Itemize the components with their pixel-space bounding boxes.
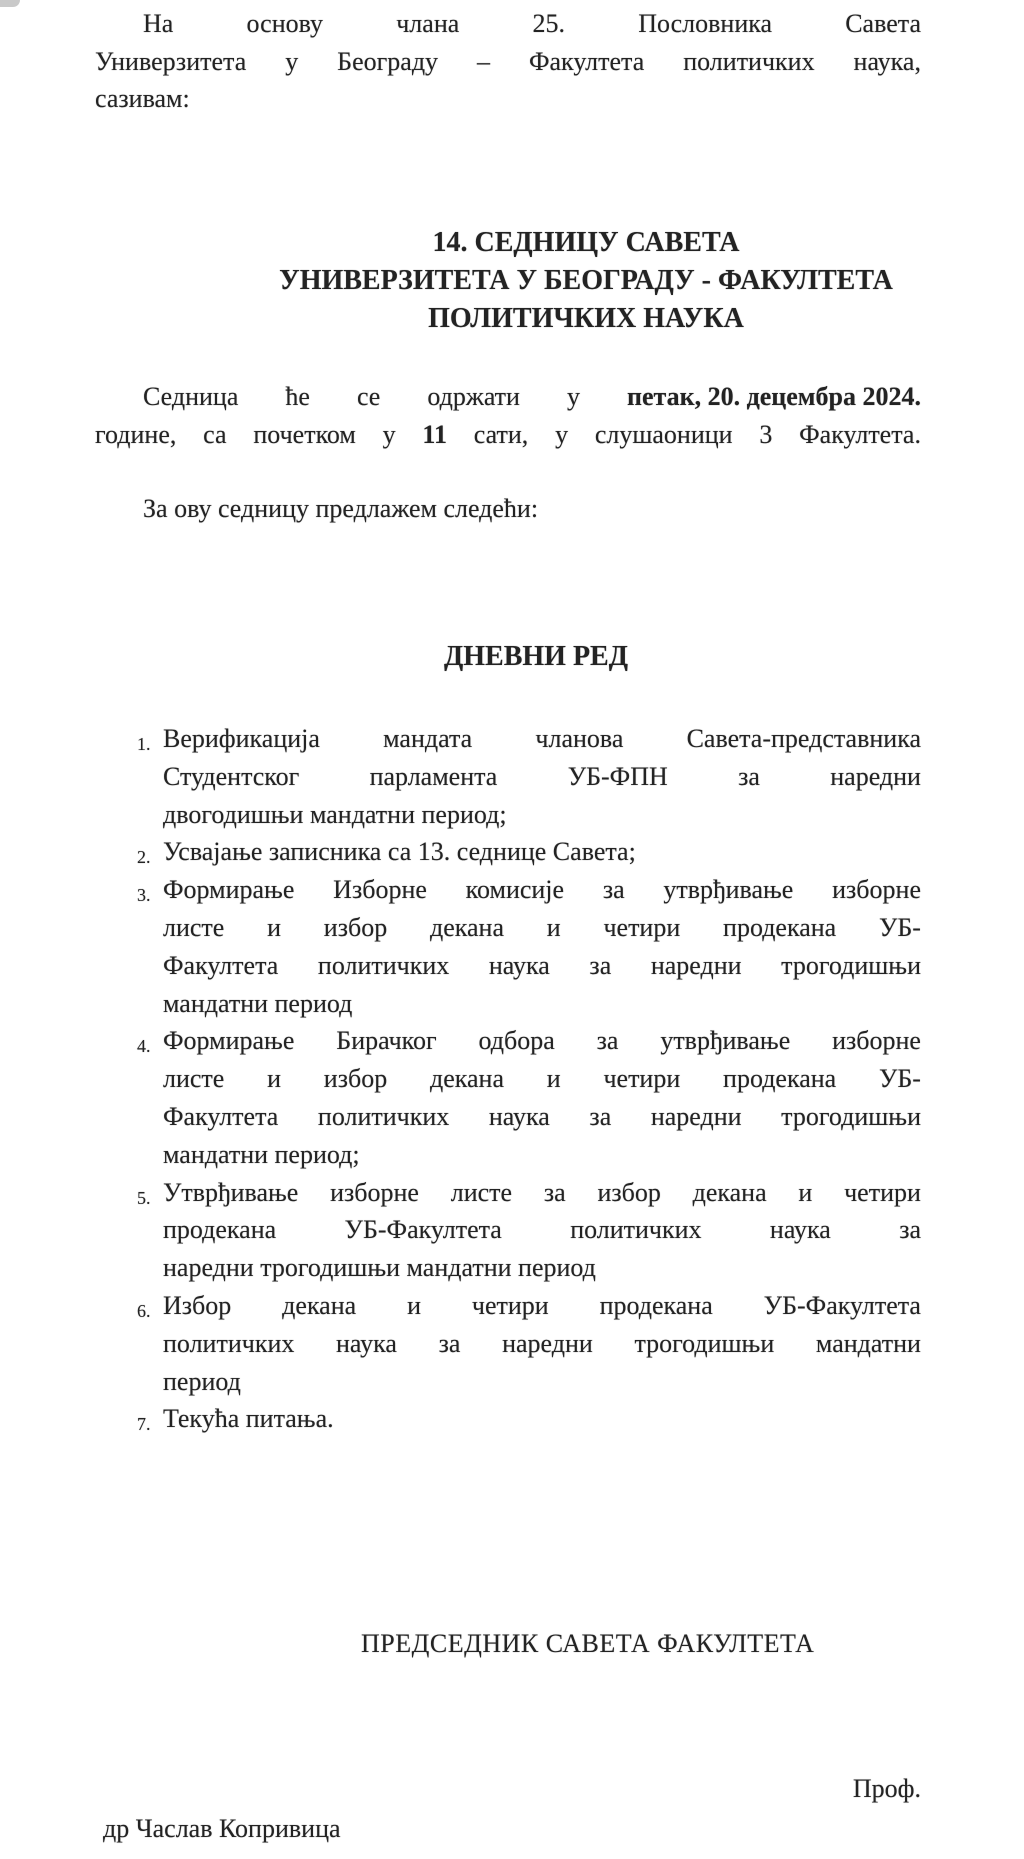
- word: избор: [597, 1177, 661, 1207]
- word: избор: [323, 912, 388, 942]
- word: политичких: [163, 1328, 295, 1358]
- word: за: [438, 1328, 461, 1358]
- item-number: 6.: [137, 1300, 151, 1321]
- intro-line-3: сазивам:: [95, 84, 190, 113]
- intro-paragraph: [95, 5, 921, 118]
- word: четири: [844, 1177, 921, 1207]
- word: политичких: [570, 1215, 702, 1245]
- word: Београду: [337, 46, 439, 76]
- word: за: [899, 1215, 921, 1245]
- item-line: [163, 1174, 921, 1212]
- word: –: [477, 46, 491, 76]
- word: декана: [429, 912, 504, 942]
- word: ће: [285, 382, 310, 411]
- item-number: 5.: [137, 1187, 151, 1208]
- word: Бирачког: [336, 1026, 437, 1056]
- session-line-2: [95, 416, 921, 454]
- word: одбора: [478, 1026, 555, 1056]
- item-number: 2.: [137, 847, 151, 868]
- proposal-line: За ову седницу предлажем следећи:: [143, 494, 539, 523]
- word: продекана: [599, 1290, 713, 1320]
- scan-artifact: [0, 0, 20, 7]
- agenda-item-7: [137, 1400, 921, 1438]
- word: четири: [471, 1290, 549, 1320]
- word: декана: [429, 1064, 504, 1094]
- word: за: [543, 1177, 566, 1207]
- agenda-heading: ДНЕВНИ РЕД: [444, 641, 628, 672]
- word: листе: [163, 912, 225, 942]
- agenda-item-4: [137, 1022, 921, 1173]
- word: избор: [323, 1064, 388, 1094]
- item-line: [163, 947, 921, 985]
- item-line: [163, 758, 921, 796]
- item-number: 3.: [137, 885, 151, 906]
- word: утврђивање: [663, 875, 794, 905]
- item-line: Усвајање записника са 13. седнице Савета;: [163, 837, 636, 867]
- item-line: двогодишњи мандатни период;: [163, 799, 507, 829]
- item-line: [163, 1325, 921, 1363]
- word: На: [143, 9, 174, 38]
- word: слушаоници: [594, 419, 733, 449]
- agenda-list: [95, 720, 921, 1438]
- signature-role: ПРЕДСЕДНИК САВЕТА ФАКУЛТЕТА: [361, 1629, 815, 1658]
- word: наредни: [502, 1328, 593, 1358]
- word: 11: [422, 419, 447, 449]
- word: мандатни: [815, 1328, 921, 1358]
- word: године,: [95, 419, 177, 449]
- word: и: [267, 1064, 282, 1094]
- word: политичких: [317, 1101, 450, 1131]
- word: Факултета: [163, 950, 279, 980]
- item-line: мандатни период: [163, 988, 353, 1018]
- word: Факултета: [163, 1101, 279, 1131]
- word: за: [596, 1026, 619, 1056]
- word: за: [602, 875, 625, 905]
- word: продекана: [723, 912, 837, 942]
- word: Верификација: [163, 724, 320, 753]
- title-line-2: УНИВЕРЗИТЕТА У БЕОГРАДУ - ФАКУЛТЕТА: [279, 265, 893, 296]
- word: у: [555, 419, 569, 449]
- word: Формирање: [163, 1026, 295, 1056]
- word: почетком: [253, 419, 356, 449]
- agenda-item-3: [137, 871, 921, 1022]
- word: 3: [759, 419, 773, 449]
- word: и: [407, 1290, 421, 1320]
- word: Изборне: [333, 875, 427, 905]
- word: листе: [163, 1064, 225, 1094]
- word: са: [203, 419, 227, 449]
- item-line: [163, 1287, 921, 1325]
- word: изборне: [330, 1177, 419, 1207]
- word: продекана: [163, 1215, 277, 1245]
- signature-name: др Часлав Копривица: [103, 1814, 341, 1843]
- item-line: [163, 720, 921, 758]
- item-line: [163, 909, 921, 947]
- item-line: [163, 1098, 921, 1136]
- word: одржати: [427, 382, 520, 411]
- word: наредни: [650, 1101, 742, 1131]
- signature-prof: Проф.: [852, 1774, 921, 1803]
- word: политичких: [317, 950, 450, 980]
- session-paragraph: [95, 378, 921, 453]
- word: декана: [282, 1290, 357, 1320]
- word: и: [546, 912, 561, 942]
- word: и: [546, 1064, 561, 1094]
- word: декана: [692, 1177, 767, 1207]
- title-line-3: ПОЛИТИЧКИХ НАУКА: [428, 303, 744, 334]
- intro-line-2: [95, 43, 921, 81]
- word: Универзитета: [95, 46, 247, 76]
- agenda-item-2: [137, 833, 921, 871]
- item-line: мандатни период;: [163, 1139, 360, 1169]
- word: наредни: [830, 761, 921, 791]
- word: се: [356, 382, 381, 411]
- word: петак, 20. децембра 2024.: [627, 382, 921, 411]
- word: за: [589, 950, 612, 980]
- word: Утврђивање: [163, 1177, 299, 1207]
- agenda-item-6: [137, 1287, 921, 1400]
- word: члана: [396, 9, 460, 38]
- agenda-item-1: [137, 720, 921, 833]
- item-line: [163, 1022, 921, 1060]
- word: за: [589, 1101, 612, 1131]
- word: и: [798, 1177, 813, 1207]
- document-title: [95, 224, 999, 338]
- word: УБ-: [878, 1064, 921, 1094]
- word: УБ-Факултета: [344, 1215, 502, 1245]
- word: УБ-: [878, 912, 921, 942]
- intro-line-1: [95, 5, 921, 43]
- word: четири: [603, 1064, 681, 1094]
- item-line: наредни трогодишњи мандатни период: [163, 1253, 596, 1283]
- word: Савета: [845, 9, 921, 38]
- item-number: 4.: [137, 1036, 151, 1057]
- item-line: [163, 1060, 921, 1098]
- word: чланова: [535, 724, 624, 753]
- word: Факултета: [528, 46, 645, 76]
- word: Седница: [143, 382, 239, 411]
- item-number: 1.: [137, 734, 151, 754]
- word: Савета-представника: [686, 724, 921, 753]
- word: продекана: [723, 1064, 837, 1094]
- word: наука: [488, 950, 550, 980]
- word: наука: [336, 1328, 397, 1358]
- word: у: [382, 419, 396, 449]
- word: трогодишњи: [634, 1328, 775, 1358]
- word: листе: [450, 1177, 513, 1207]
- word: Избор: [163, 1290, 232, 1320]
- word: утврђивање: [660, 1026, 791, 1056]
- agenda-item-5: [137, 1174, 921, 1287]
- word: Пословника: [638, 9, 773, 38]
- word: 25.: [532, 9, 565, 38]
- word: наука,: [853, 46, 921, 76]
- session-line-1: [95, 378, 921, 416]
- word: трогодишњи: [781, 1101, 921, 1131]
- word: четири: [603, 912, 681, 942]
- item-line: [163, 1211, 921, 1249]
- title-line-1: 14. СЕДНИЦУ САВЕТА: [432, 227, 740, 258]
- item-line: [163, 871, 921, 909]
- word: мандата: [383, 724, 473, 753]
- word: Формирање: [163, 875, 295, 905]
- word: у: [566, 382, 580, 411]
- word: за: [738, 761, 760, 791]
- word: Студентског: [163, 761, 300, 791]
- word: и: [267, 912, 282, 942]
- word: изборне: [832, 1026, 921, 1056]
- word: Факултета.: [799, 419, 921, 449]
- item-number: 7.: [137, 1414, 151, 1435]
- word: наредни: [650, 950, 742, 980]
- word: комисије: [465, 875, 565, 905]
- item-line: Текућа питања.: [163, 1404, 334, 1434]
- word: у: [285, 46, 299, 76]
- word: УБ-Факултета: [763, 1290, 921, 1320]
- word: наука: [769, 1215, 831, 1245]
- word: трогодишњи: [781, 950, 921, 980]
- word: изборне: [832, 875, 921, 905]
- word: основу: [246, 9, 324, 38]
- word: политичких: [683, 46, 815, 76]
- item-line: период: [163, 1366, 241, 1396]
- word: парламента: [369, 761, 498, 791]
- word: УБ-ФПН: [567, 761, 668, 791]
- word: сати,: [473, 419, 529, 449]
- word: наука: [488, 1101, 550, 1131]
